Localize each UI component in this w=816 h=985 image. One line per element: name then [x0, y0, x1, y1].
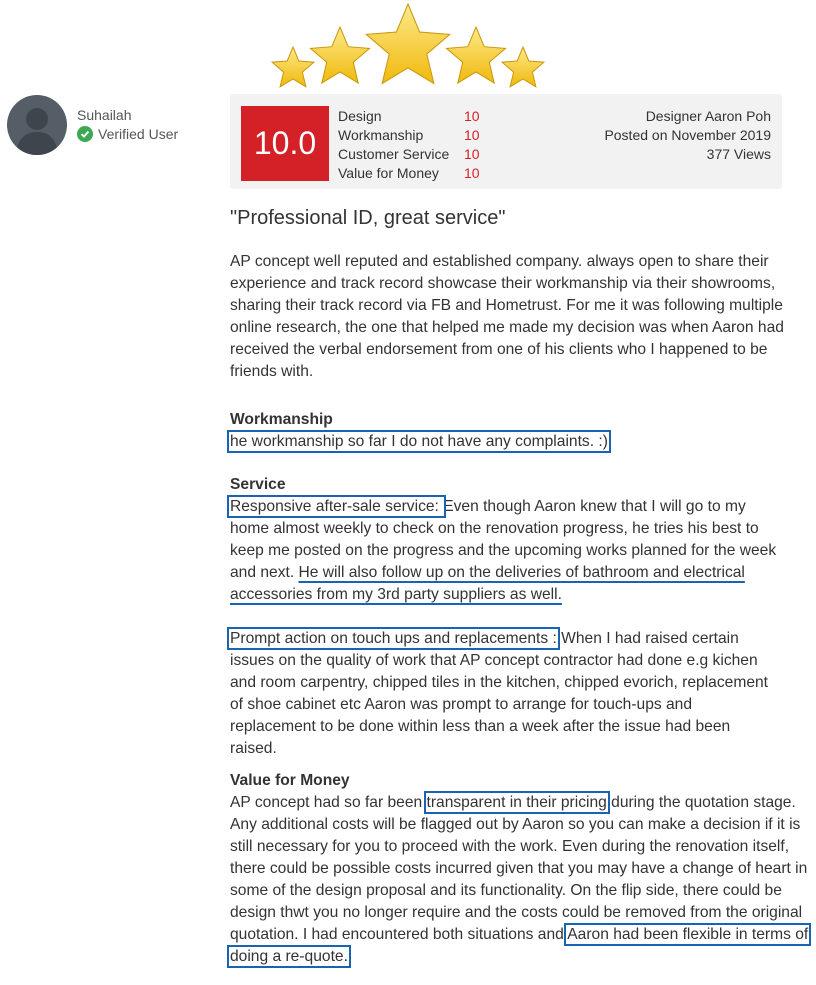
verified-label: Verified User: [98, 126, 179, 142]
service-paragraph-1: [230, 496, 786, 606]
highlight-box: he workmanship so far I do not have any complaints. :): [230, 433, 608, 450]
category-row: [338, 164, 480, 183]
underlined-text: He will also follow up on the deliveries of bathroom and electrical accessories from my 3rd party suppliers as well.: [230, 564, 745, 603]
highlight-box: Aaron had been flexible in terms of doing a re-quote.: [230, 926, 809, 965]
category-ratings: [338, 107, 480, 183]
view-count: 377 Views: [706, 146, 771, 162]
category-score: 10: [464, 127, 480, 143]
category-score: 10: [464, 165, 480, 181]
user-silhouette-icon: [7, 95, 67, 155]
category-score: 10: [464, 146, 480, 162]
highlight-box: Responsive after-sale service:: [230, 498, 444, 515]
rating-stars: [270, 0, 546, 96]
workmanship-text: [230, 431, 816, 453]
category-label: Value for Money: [338, 165, 439, 181]
review-body: [230, 251, 816, 968]
highlight-box: transparent in their pricing: [426, 794, 607, 811]
avatar[interactable]: [7, 95, 67, 155]
star-icon: [272, 47, 314, 87]
review-meta: [604, 107, 771, 164]
value-paragraph: [230, 792, 816, 968]
service-heading: Service: [230, 476, 286, 493]
highlight-box: Prompt action on touch ups and replacements :: [230, 630, 557, 647]
category-label: Workmanship: [338, 127, 424, 143]
category-row: [338, 145, 480, 164]
star-icon: [311, 27, 370, 83]
category-score: 10: [464, 108, 480, 124]
value-text: during the quotation stage. Any additional costs will be flagged out by Aaron so you can make a decision if it is still necessary for you to proceed with the work. Even during the renovation itself, there could be possible costs incurred given that you may have a change of heart in some of the design proposal and its functionality. On the flip side, there could be design thwt you no longer require and the costs could be removed from the original quotation. I had encountered both situations and: [230, 794, 808, 943]
service-text: When I had raised certain issues on the quality of work that AP concept contractor had done e.g kichen and room carpentry, chipped tiles in the kitchen, chipped evorich, replacement of shoe cabinet etc Aaron was prompt to arrange for touch-ups and replacement to be done within less than a week after the issue had been raised.: [230, 630, 768, 757]
value-heading: Value for Money: [230, 772, 350, 789]
designer-link[interactable]: Designer Aaron Poh: [645, 108, 771, 124]
service-paragraph-2: [230, 628, 778, 760]
posted-date: Posted on November 2019: [604, 127, 771, 143]
category-label: Customer Service: [338, 146, 450, 162]
overall-score: 10.0: [241, 106, 329, 181]
review-intro: AP concept well reputed and established company. always open to share their experience and track record showcase their workmanship via their showrooms, sharing their track record via FB and Hometrust. For me it was following multiple online research, the one that helped me made my decision was when Aaron had received the verbal endorsement from one of his clients who I happened to be friends with.: [230, 253, 784, 380]
category-label: Design: [338, 108, 382, 124]
star-icon: [366, 4, 450, 84]
value-text: AP concept had so far been: [230, 794, 427, 811]
verified-check-icon: [77, 126, 93, 142]
category-row: [338, 107, 480, 126]
review-title: "Professional ID, great service": [230, 207, 506, 229]
category-row: [338, 126, 480, 145]
workmanship-heading: Workmanship: [230, 411, 333, 428]
verified-badge: [77, 126, 178, 142]
star-icon: [502, 47, 544, 87]
reviewer-name[interactable]: Suhailah: [77, 107, 132, 123]
rating-panel: [230, 94, 782, 189]
service-text: Even though Aaron knew that I will go to my home almost weekly to check on the renovation progress, he tries his best to keep me posted on the progress and the upcoming works planned for the week and next.: [230, 498, 777, 581]
star-icon: [447, 27, 506, 83]
